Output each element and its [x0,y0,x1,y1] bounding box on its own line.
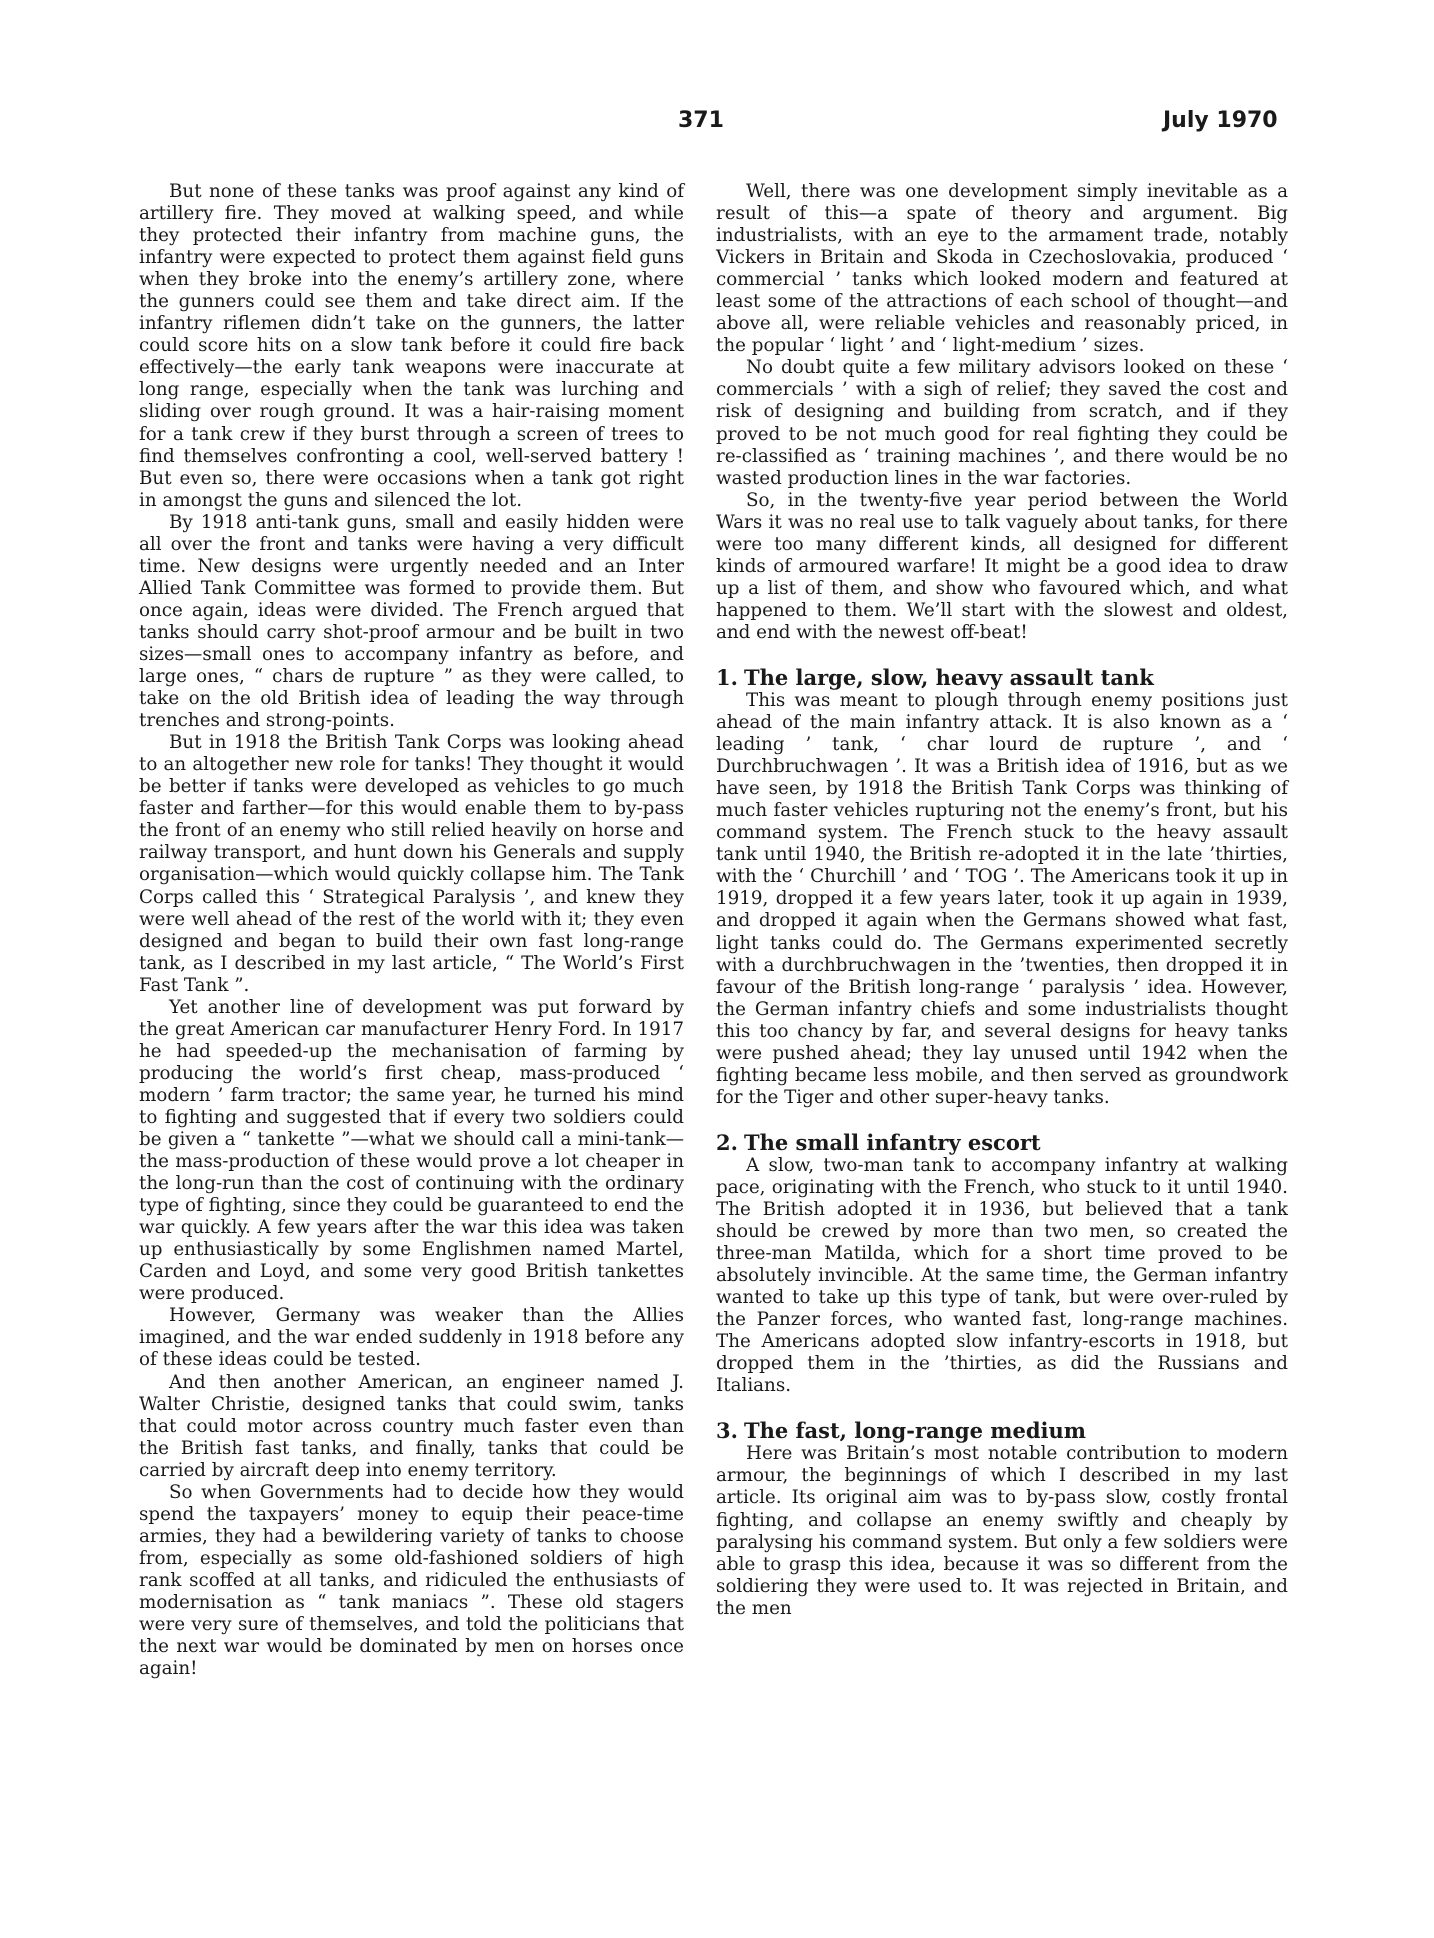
section-body: A slow, two-man tank to accompany infantry at walking pace, originating with the French, who stuck to it until 1940. The British adopted it in 1936, but believed that a tank should be crewed by more than two men, so created the three-man Matilda, which for a short time proved to be absolutely invincible. At the same time, the German infantry wanted to take up this type of tank, but were over-ruled by the Panzer forces, who wanted fast, long-range machines. The Americans adopted slow infantry-escorts in 1918, but dropped them in the ’thirties, as did the Russians and Italians. [716,1154,1288,1397]
paragraph: So, in the twenty-five year period between the World Wars it was no real use to talk vaguely about tanks, for there were too many different kinds, all designed for different kinds of armoured warfare! It might be a good idea to draw up a list of them, and show who favoured which, and what happened to them. We’ll start with the slowest and oldest, and end with the newest off-beat! [716,489,1288,643]
section-title: The fast, long-range medium [743,1418,1086,1444]
section-body: Here was Britain’s most notable contribution to modern armour, the beginnings of which I described in my last article. Its original aim was to by-pass slow, costly frontal fighting, and collapse an enemy swiftly and cheaply by paralysing his command system. But only a few soldiers were able to grasp this idea, because it was so different from the soldiering they were used to. It was rejected in Britain, and the men [716,1443,1288,1619]
paragraph: No doubt quite a few military advisors looked on these ‘ commercials ’ with a sigh of relief; they saved the cost and risk of designing and building from scratch, and if they proved to be not much good for real fighting they could be re-classified as ‘ training machines ’, and there would be no wasted production lines in the war factories. [716,357,1288,489]
section-heading [716,1419,1288,1443]
paragraph: By 1918 anti-tank guns, small and easily hidden were all over the front and tanks were having a very difficult time. New designs were urgently needed and an Inter Allied Tank Committee was formed to provide them. But once again, ideas were divided. The French argued that tanks should carry shot-proof armour and be built in two sizes—small ones to accompany infantry as before, and large ones, “ chars de rupture ” as they were called, to take on the old British idea of leading the way through trenches and strong-points. [139,511,684,732]
paragraph: Yet another line of development was put forward by the great American car manufacturer Henry Ford. In 1917 he had speeded-up the mechanisation of farming by producing the world’s first cheap, mass-produced ‘ modern ’ farm tractor; the same year, he turned his mind to fighting and suggested that if every two soldiers could be given a “ tankette ”—what we should call a mini-tank—the mass-production of these would prove a lot cheaper in the long-run than the cost of continuing with the ordinary type of fighting, since they could be guaranteed to end the war quickly. A few years after the war this idea was taken up enthusiastically by some Englishmen named Martel, Carden and Loyd, and some very good British tankettes were produced. [139,996,684,1305]
paragraph: Well, there was one development simply inevitable as a result of this—a spate of theory and argument. Big industrialists, with an eye to the armament trade, notably Vickers in Britain and Skoda in Czechoslovakia, produced ‘ commercial ’ tanks which looked modern and featured at least some of the attractions of each school of thought—and above all, were reliable vehicles and reasonably priced, in the popular ‘ light ’ and ‘ light-medium ’ sizes. [716,181,1288,357]
section-heading [716,1131,1288,1155]
section-number: 3. [716,1418,738,1444]
left-column [139,181,684,1680]
section-heading [716,666,1288,690]
page-number: 371 [678,108,724,133]
paragraph: But none of these tanks was proof against any kind of artillery fire. They moved at walking speed, and while they protected their infantry from machine guns, the infantry were expected to protect them against field guns when they broke into the enemy’s artillery zone, where the gunners could see them and take direct aim. If the infantry riflemen didn’t take on the gunners, the latter could score hits on a slow tank before it could fire back effectively—the early tank weapons were inaccurate at long range, especially when the tank was lurching and sliding over rough ground. It was a hair-raising moment for a tank crew if they burst through a screen of trees to find themselves confronting a cool, well-served battery ! But even so, there were occasions when a tank got right in amongst the guns and silenced the lot. [139,181,684,511]
section-number: 2. [716,1129,738,1155]
section-number: 1. [716,664,738,690]
paragraph: But in 1918 the British Tank Corps was looking ahead to an altogether new role for tanks! They thought it would be better if tanks were developed as vehicles to go much faster and farther—for this would enable them to by-pass the front of an enemy who still relied heavily on horse and railway transport, and hunt down his Generals and supply organisation—which would quickly collapse him. The Tank Corps called this ‘ Strategical Paralysis ’, and knew they were well ahead of the rest of the world with it; they even designed and began to build their own fast long-range tank, as I described in my last article, “ The World’s First Fast Tank ”. [139,732,684,996]
paragraph: However, Germany was weaker than the Allies imagined, and the war ended suddenly in 1918 before any of these ideas could be tested. [139,1305,684,1371]
page-header [0,108,1434,140]
section-title: The large, slow, heavy assault tank [743,664,1154,690]
right-column [716,181,1288,1620]
paragraph: So when Governments had to decide how they would spend the taxpayers’ money to equip their peace-time armies, they had a bewildering variety of tanks to choose from, especially as some old-fashioned soldiers of high rank scoffed at all tanks, and ridiculed the enthusiasts of modernisation as “ tank maniacs ”. These old stagers were very sure of themselves, and told the politicians that the next war would be dominated by men on horses once again! [139,1481,684,1680]
section-body: This was meant to plough through enemy positions just ahead of the main infantry attack. It is also known as a ‘ leading ’ tank, ‘ char lourd de rupture ’, and ‘ Durchbruchwagen ’. It was a British idea of 1916, but as we have seen, by 1918 the British Tank Corps was thinking of much faster vehicles rupturing not the enemy’s front, but his command system. The French stuck to the heavy assault tank until 1940, the British re-adopted it in the late ’thirties, with the ‘ Churchill ’ and ‘ TOG ’. The Americans took it up in 1919, dropped it a few years later, took it up again in 1939, and dropped it again when the Germans showed what fast, light tanks could do. The Germans experimented secretly with a durchbruchwagen in the ’twenties, then dropped it in favour of the British long-range ‘ paralysis ’ idea. However, the German infantry chiefs and some industrialists thought this too chancy by far, and several designs for heavy tanks were pushed ahead; they lay unused until 1942 when the fighting became less mobile, and then served as groundwork for the Tiger and other super-heavy tanks. [716,689,1288,1108]
paragraph: And then another American, an engineer named J. Walter Christie, designed tanks that could swim, tanks that could motor across country much faster even than the British fast tanks, and finally, tanks that could be carried by aircraft deep into enemy territory. [139,1371,684,1481]
section-title: The small infantry escort [743,1129,1041,1155]
issue-date: July 1970 [1163,108,1278,133]
